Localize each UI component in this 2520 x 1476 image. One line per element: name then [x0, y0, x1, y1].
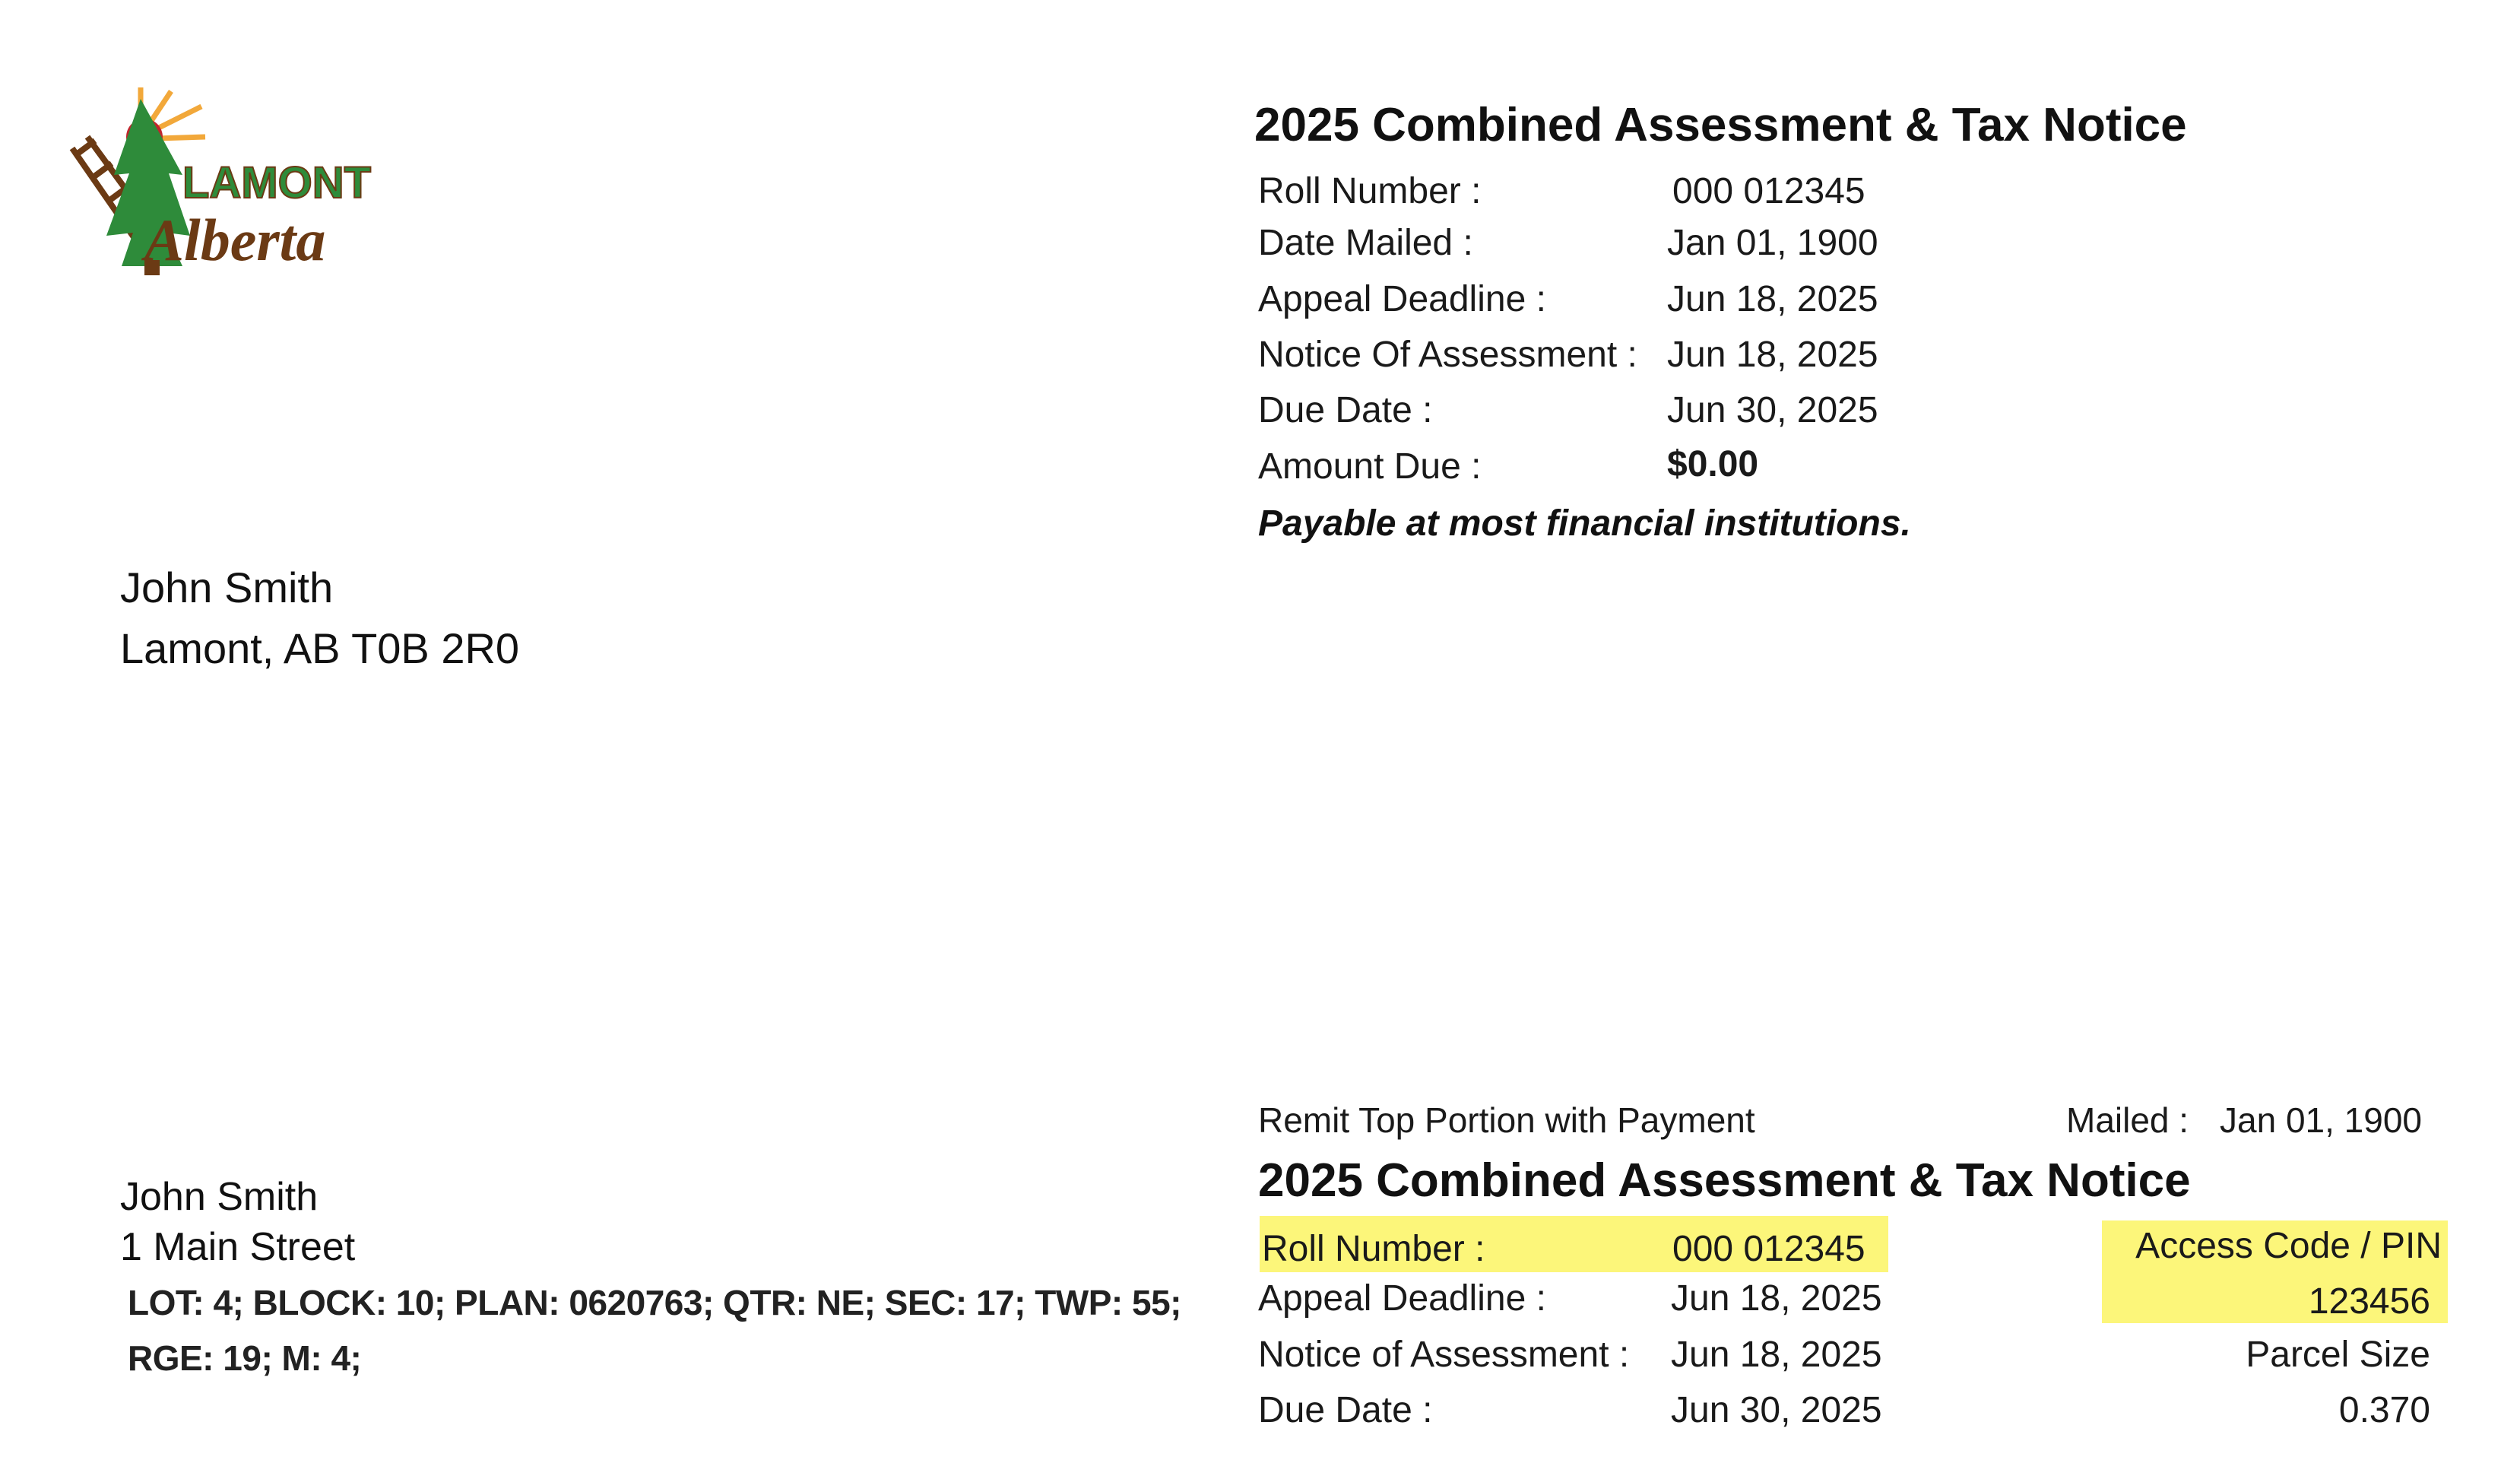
remit-instruction: Remit Top Portion with Payment	[1258, 1100, 1755, 1140]
property-street: 1 Main Street	[120, 1225, 356, 1269]
remit-appeal-deadline-label: Appeal Deadline :	[1258, 1278, 1546, 1319]
appeal-deadline-label: Appeal Deadline :	[1258, 279, 1546, 319]
date-mailed-value: Jan 01, 1900	[1667, 223, 1878, 263]
recipient-city-line: Lamont, AB T0B 2R0	[120, 624, 520, 672]
remit-notice-of-assessment-value: Jun 18, 2025	[1671, 1335, 1882, 1375]
remit-roll-number-label: Roll Number :	[1262, 1229, 1485, 1269]
payable-note: Payable at most financial institutions.	[1258, 503, 1911, 544]
due-date-label: Due Date :	[1258, 390, 1433, 430]
access-code-label: Access Code / PIN	[2135, 1226, 2442, 1266]
parcel-size-value: 0.370	[2338, 1390, 2430, 1430]
notice-title: 2025 Combined Assessment & Tax Notice	[1254, 99, 2187, 151]
remit-notice-of-assessment-label: Notice of Assessment :	[1258, 1335, 1630, 1375]
roll-number-label: Roll Number :	[1258, 171, 1482, 211]
notice-of-assessment-value: Jun 18, 2025	[1667, 335, 1878, 375]
property-owner: John Smith	[120, 1175, 319, 1219]
access-code-value: 123456	[2308, 1281, 2430, 1322]
due-date-value: Jun 30, 2025	[1667, 390, 1878, 430]
roll-number-value: 000 012345	[1672, 171, 1865, 211]
logo-wordmark-alberta: Alberta	[144, 207, 326, 273]
date-mailed-label: Date Mailed :	[1258, 223, 1473, 263]
amount-due-value: $0.00	[1667, 444, 1759, 484]
remit-due-date-label: Due Date :	[1258, 1390, 1433, 1430]
parcel-size-label: Parcel Size	[2246, 1335, 2430, 1375]
recipient-name: John Smith	[120, 563, 334, 611]
remit-mailed-label: Mailed :	[2066, 1100, 2189, 1140]
legal-description-line1: LOT: 4; BLOCK: 10; PLAN: 0620763; QTR: NE; SEC: 17; TWP: 55;	[128, 1283, 1181, 1322]
appeal-deadline-value: Jun 18, 2025	[1667, 279, 1878, 319]
remit-appeal-deadline-value: Jun 18, 2025	[1671, 1278, 1882, 1319]
remit-due-date-value: Jun 30, 2025	[1671, 1390, 1882, 1430]
legal-description-line2: RGE: 19; M: 4;	[128, 1338, 362, 1378]
lamont-alberta-logo	[68, 84, 410, 281]
logo-graphic	[68, 84, 410, 281]
notice-of-assessment-label: Notice Of Assessment :	[1258, 335, 1637, 375]
remit-title: 2025 Combined Assessment & Tax Notice	[1258, 1154, 2191, 1207]
remit-roll-number-value: 000 012345	[1672, 1229, 1865, 1269]
logo-wordmark-lamont: LAMONT	[182, 158, 372, 208]
remit-mailed-value: Jan 01, 1900	[2220, 1100, 2423, 1140]
amount-due-label: Amount Due :	[1258, 446, 1482, 487]
